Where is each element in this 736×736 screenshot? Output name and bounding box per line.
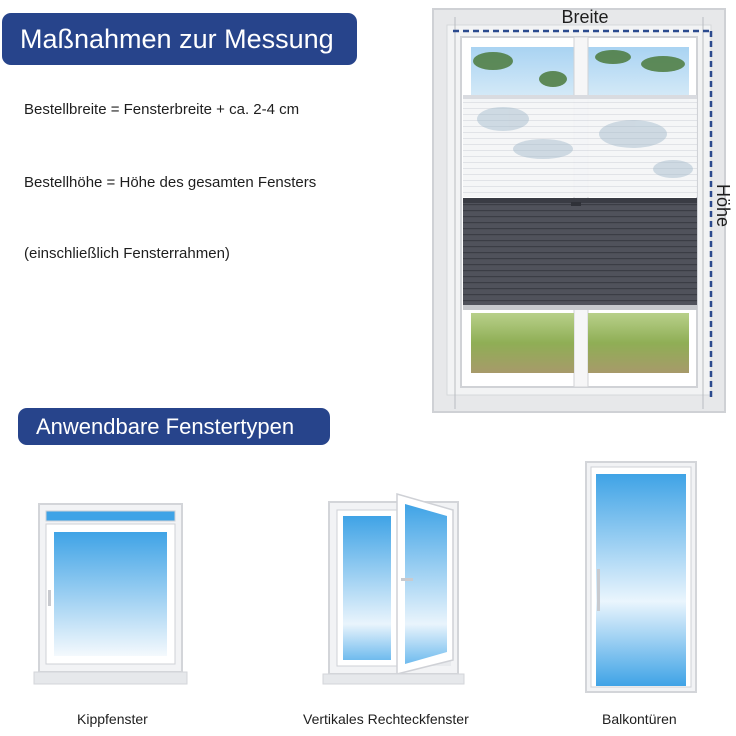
section-title-measurement [2, 13, 357, 65]
casement-window-icon [323, 492, 464, 686]
width-label: Breite [561, 7, 609, 27]
tilt-window-icon [34, 502, 187, 686]
section-title-measurement-text: Maßnahmen zur Messung [20, 23, 334, 54]
section-title-window-types [18, 408, 330, 445]
type-label-balcony-door: Balkontüren [602, 711, 677, 727]
window-blind-illustration [433, 7, 733, 412]
order-height-text: Bestellhöhe = Höhe des gesamten Fensters [24, 174, 317, 191]
frame-note-text: (einschließlich Fensterrahmen) [24, 245, 230, 262]
order-width-text: Bestellbreite = Fensterbreite + ca. 2-4 cm [24, 101, 300, 118]
section-title-window-types-text: Anwendbare Fenstertypen [36, 413, 295, 439]
type-label-casement-window: Vertikales Rechteckfenster [303, 711, 469, 727]
height-label: Höhe [713, 184, 733, 228]
type-label-tilt-window: Kippfenster [77, 711, 148, 727]
balcony-door-icon [585, 461, 697, 693]
